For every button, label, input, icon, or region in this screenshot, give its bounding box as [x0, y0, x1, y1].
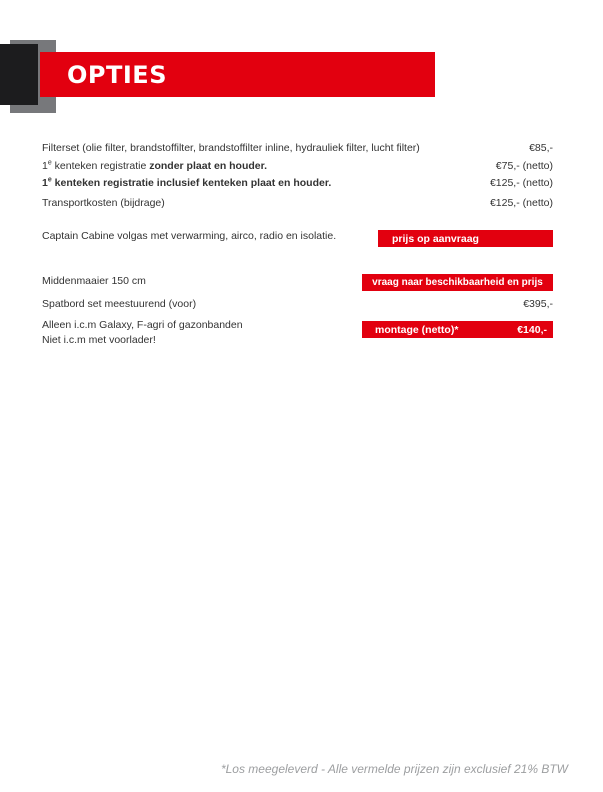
price-on-request-badge: prijs op aanvraag — [378, 230, 553, 247]
option-price: €85,- — [529, 142, 553, 154]
option-label: 1e kenteken registratie inclusief kenteken plaat en houder. — [42, 176, 332, 189]
option-label: Filterset (olie filter, brandstoffilter, brandstoffilter inline, hydrauliek filter, lucht filter) — [42, 142, 420, 154]
option-label: Captain Cabine volgas met verwarming, airco, radio en isolatie. — [42, 230, 337, 242]
option-label: Spatbord set meestuurend (voor) — [42, 298, 197, 310]
header-black-accent — [0, 44, 38, 105]
option-label: Alleen i.c.m Galaxy, F-agri of gazonbanden Niet i.c.m met voorlader! — [42, 319, 243, 346]
option-row — [42, 298, 553, 311]
option-row — [42, 197, 553, 210]
montage-badge — [362, 321, 553, 338]
option-row — [42, 160, 553, 173]
superscript-e: e — [47, 159, 52, 167]
option-price: €75,- (netto) — [495, 160, 553, 172]
option-price: €125,- (netto) — [489, 177, 553, 189]
page-title: OPTIES — [67, 60, 167, 89]
option-price: €125,- (netto) — [489, 197, 553, 209]
montage-badge-label: montage (netto)* — [375, 323, 459, 336]
option-price: €395,- — [523, 298, 553, 310]
option-row — [42, 177, 553, 190]
option-label: Middenmaaier 150 cm — [42, 275, 146, 287]
montage-badge-price: €140,- — [517, 323, 547, 336]
availability-badge: vraag naar beschikbaarheid en prijs — [362, 274, 553, 291]
option-label: Transportkosten (bijdrage) — [42, 197, 165, 209]
header-banner — [40, 52, 435, 97]
footer-note: *Los meegeleverd - Alle vermelde prijzen zijn exclusief 21% BTW — [220, 762, 568, 776]
option-label: 1e kenteken registratie zonder plaat en houder. — [42, 159, 268, 172]
superscript-e: e — [47, 176, 52, 184]
option-row — [42, 142, 553, 155]
